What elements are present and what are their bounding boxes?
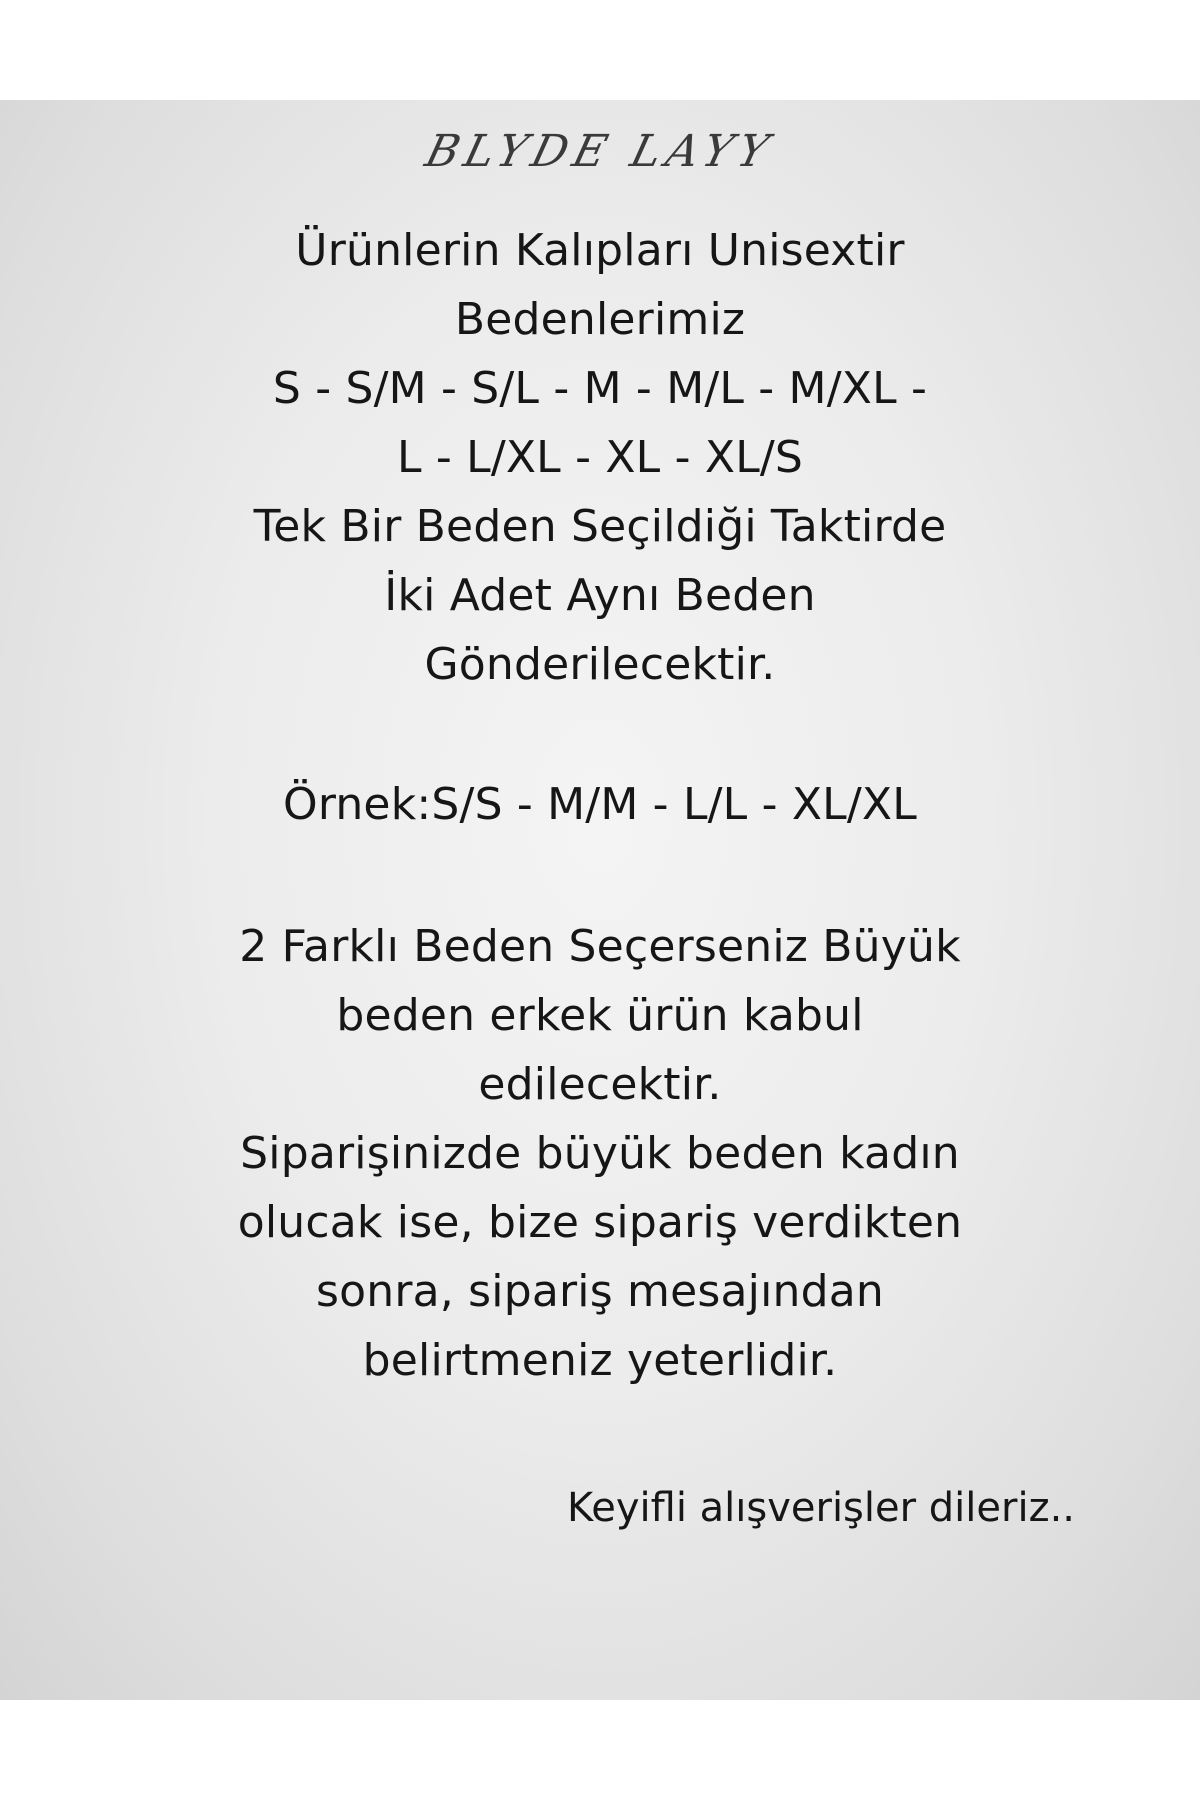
- info-line: Gönderilecektir.: [424, 639, 776, 690]
- info-line: Tek Bir Beden Seçildiği Taktirde: [253, 501, 947, 552]
- info-line: S - S/M - S/L - M - M/L - M/XL -: [272, 363, 928, 414]
- note-line: edilecektir.: [478, 1059, 722, 1110]
- size-info-block: [0, 216, 1200, 699]
- note-line: sonra, sipariş mesajından: [316, 1266, 884, 1317]
- note-line: Siparişinizde büyük beden kadın: [240, 1128, 960, 1179]
- example-block: [0, 770, 1200, 839]
- closing-message: Keyifli alışverişler dileriz..: [566, 1485, 1075, 1531]
- info-line: L - L/XL - XL - XL/S: [396, 432, 804, 483]
- info-line: Bedenlerimiz: [454, 294, 746, 345]
- note-line: belirtmeniz yeterlidir.: [362, 1335, 838, 1386]
- brand-logo: BLYDE LAYY: [420, 126, 780, 177]
- info-line: Ürünlerin Kalıpları Unisextir: [295, 225, 905, 276]
- info-line: İki Adet Aynı Beden: [384, 570, 816, 621]
- note-line: olucak ise, bize sipariş verdikten: [237, 1197, 963, 1248]
- note-line: beden erkek ürün kabul: [336, 990, 864, 1041]
- notes-block: [0, 912, 1200, 1395]
- example-line: Örnek:S/S - M/M - L/L - XL/XL: [283, 779, 917, 830]
- paper-background: [0, 100, 1200, 1700]
- note-line: 2 Farklı Beden Seçerseniz Büyük: [239, 921, 961, 972]
